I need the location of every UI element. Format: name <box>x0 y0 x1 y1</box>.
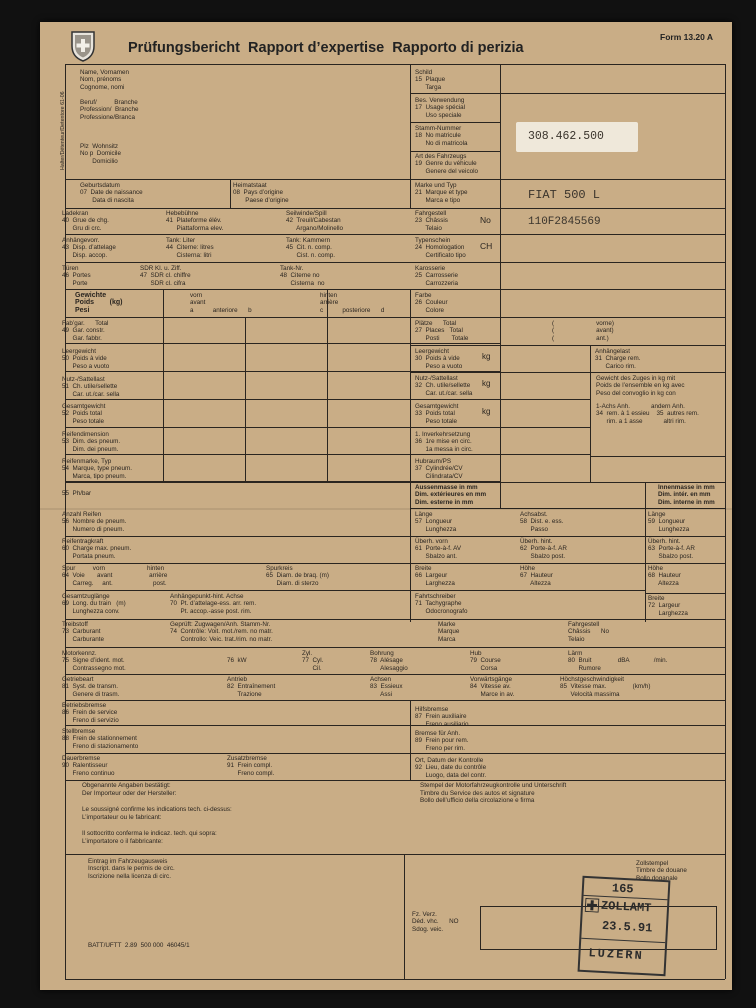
parking-brake-label: Stellbremse 88 Frein de stationnement Freno di stazionamento <box>62 728 139 750</box>
empty-weight-kg: kg <box>482 352 491 361</box>
doors-label: Türen 46 Portes Porte <box>62 265 91 287</box>
inner-overhang-label: Überh. hint. 63 Porte-à-f. AR Sbalzo post. <box>648 538 695 560</box>
name-label: Name, Vornamen Nom, prénoms Cognome, nomi <box>80 69 130 91</box>
turning-circle-label: Spurkreis 65 Diam. de braq. (m) Diam. di sterzo <box>266 565 329 587</box>
plate-label: Schild 15 Plaque Targa <box>415 69 446 91</box>
tank-chambers-label: Tank: Kammern 45 Cit. n. comp. Cist. n. comp. <box>286 237 335 259</box>
transmission-label: Getriebeart 81 Syst. de transm. Genere di trasm. <box>62 676 120 698</box>
width-label: Breite 66 Largeur Larghezza <box>415 565 455 587</box>
axles-label: Achsen 83 Essieux Assi <box>370 676 403 698</box>
tire-count-label: Anzahl Reifen 56 Nombre de pneum. Numero di pneum. <box>62 511 127 533</box>
make-type-value: FIAT 500 L <box>528 188 601 202</box>
homologation-ch: CH <box>480 241 493 251</box>
trailer-load-label: Anhängelast 31 Charge rem. Carico rim. <box>595 348 641 370</box>
auxiliary-brake-label: Hilfsbremse 87 Frein auxiliaire <box>415 706 467 721</box>
inner-height-label: Höhe 68 Hauteur Altezza <box>648 565 681 587</box>
winch-label: Seilwinde/Spill 42 Treuil/Cabestan Argano/Molinello <box>286 210 344 232</box>
holder-side-label: Halter/Détenteur/Detentore 61-06 <box>60 91 66 170</box>
form-sheet <box>40 22 732 990</box>
forward-gears-label: Vorwärtsgänge 84 Vitesse av. Marce in av. <box>470 676 515 698</box>
empty-weight-label: Leergewicht 50 Poids à vide Peso a vuoto <box>62 348 110 370</box>
make-type-label: Marke und Typ 21 Marque et type Marca e tipo <box>415 182 468 204</box>
confirmation-text: Obgenannte Angaben bestätigt: Der Importeur oder der Hersteller: Le soussigné confirme les indications tech. ci-dessus: L’importateur ou le fabricant: Il sottocritto conferma le indicaz. tech. qui sopra: L’importatore o il fabbricante: <box>82 782 232 845</box>
vehicle-kind-label: Art des Fahrzeugs 19 Genre du véhicule Genere del veicolo <box>415 153 479 175</box>
chassis-no-label: No <box>480 215 491 225</box>
make-label-2: Marke Marque Marca <box>438 621 460 643</box>
seats-label: Plätze Total 27 Places Total Posti Totale <box>415 320 469 342</box>
vehicle-directory-label: Fz. Verz. Déd. vhc. NO Sdog. veic. <box>412 911 459 933</box>
front-overhang-label: Überh. vorn 61 Porte-à-f. AV Sbalzo ant. <box>415 538 462 560</box>
inner-length-label: Länge 59 Longueur Lunghezza <box>648 511 690 533</box>
front-header: vorn avant a anteriore b <box>190 292 252 314</box>
tire-brand-label: Reifenmarke, Typ 54 Marque, type pneum. Marca, tipo pneum. <box>62 458 133 480</box>
matricule-label: Stamm-Nummer 18 No matricule No di matricola <box>415 125 468 147</box>
swiss-cross-icon <box>585 898 600 913</box>
engine-id-label: Motorkennz. 75 Signe d’ident. mot. Contrassegno mot. <box>62 650 126 672</box>
total-weight-label: Gesamtgewicht 52 Poids total Peso totale <box>62 403 106 425</box>
kw-label: 76 kW <box>227 657 247 664</box>
matricule-value: 308.462.500 <box>528 130 604 143</box>
inner-dimensions-header: Innenmasse in mm Dim. intér. en mm Dim. interne in mm <box>658 484 715 506</box>
tire-dimension-label: Reifendimension 53 Dim. des pneum. Dim. dei pneum. <box>62 431 121 453</box>
train-length-label: Gesamtzuglänge 69 Long. du train (m) Lunghezza conv. <box>62 593 126 615</box>
customs-stamp-label: Zollstempel Timbre de douane Bollo doganale <box>636 860 687 882</box>
stamp-place: LUZERN <box>588 946 645 964</box>
lift-label: Hebebühne 41 Plateforme élév. Piattaforma elev. <box>166 210 224 232</box>
first-registration-label: 1. Inverkehrsetzung 36 1re mise en circ. 1a messa in circ. <box>415 431 473 453</box>
stamp-office: ZOLLAMT <box>600 898 652 916</box>
chassis-label-2: Fahrgestell Châssis No Telaio <box>568 621 609 643</box>
total-weight-right-label: Gesamtgewicht 33 Poids total Peso totale <box>415 403 459 425</box>
displacement-label: Hubraum/PS 37 Cylindrée/CV Cilindrata/CV <box>415 458 463 480</box>
outer-dimensions-header: Aussenmasse in mm Dim. extérieures en mm Dim. esterne in mm <box>415 484 487 506</box>
manufacturer-guarantee-label: Fab’gar. Total 49 Gar. constr. Gar. fabbr. <box>62 320 109 342</box>
additional-brake-label: Zusatzbremse 91 Frein compl. Freno compl. <box>227 755 275 777</box>
rear-header: hinten arrière c posteriore d <box>320 292 385 314</box>
tire-capacity-label: Reifentragkraft 60 Charge max. pneum. Portata pneum. <box>62 538 132 560</box>
bore-label: Bohrung 78 Alésage Alesaggio <box>370 650 408 672</box>
homologation-label: Typenschein 24 Homologation Certificato tipo <box>415 237 466 259</box>
length-label: Länge 57 Longueur Lunghezza <box>415 511 457 533</box>
payload-right-label: Nutz-/Sattellast 32 Ch. utile/sellette Car. ut./car. sella <box>415 375 473 397</box>
origin-label: Heimatstaat 08 Pays d’origine Paese d’origine <box>233 182 289 204</box>
train-weight-label: Gewicht des Zuges in kg mit Poids de l’ensemble en kg avec Peso del convoglio in kg con <box>596 375 685 397</box>
checked-label: Geprüft: Zugwagen/Anh. Stamm-Nr. 74 Contrôle: Voit. mot./rem. no matr. Controllo: Veic. trat./rim. no matr. <box>170 621 273 643</box>
wheelbase-label: Achsabst. 58 Dist. e. ess. Passo <box>520 511 564 533</box>
crane-label: Ladekran 40 Grue de chg. Gru di crc. <box>62 210 109 232</box>
max-speed-label: Höchstgeschwindigkeit 85 Vitesse max. (km/h) Velocità massima <box>560 676 651 698</box>
customs-stamp <box>578 876 671 976</box>
domicile-label: Plz Wohnsitz No p Domicile Domicilio <box>80 143 121 165</box>
weights-header: Gewichte Poids (kg) Pesi <box>75 292 123 314</box>
body-label: Karosserie 25 Carrosserie Carrozzeria <box>415 265 459 287</box>
coupling-point-label: Anhängepunkt-hint. Achse 70 Pt. d’attelage-ess. arr. rem. Pt. accop.-asse post. rim. <box>170 593 257 615</box>
service-brake-label: Betriebsbremse 86 Frein de service Freno di servizio <box>62 702 119 724</box>
tire-pressure-label: 55 Ph/bar <box>62 490 92 497</box>
rear-overhang-label: Überh. hint. 62 Porte-à-f. AR Sbalzo post. <box>520 538 567 560</box>
empty-weight-right-label: Leergewicht 30 Poids à vide Peso a vuoto <box>415 348 463 370</box>
stroke-label: Hub 79 Course Corsa <box>470 650 501 672</box>
coupling-label: Anhängevorr. 43 Disp. d’attelage Disp. accop. <box>62 237 116 259</box>
color-label: Farbe 26 Couleur Colore <box>415 292 448 314</box>
inner-width-label: Breite 72 Largeur Larghezza <box>648 595 688 617</box>
total-weight-kg: kg <box>482 407 491 416</box>
chassis-value: 110F2845569 <box>528 216 601 228</box>
payload-label: Nutz-/Sattellast 51 Ch. utile/sellette Car. ut./car. sella <box>62 376 120 398</box>
height-label: Höhe 67 Hauteur Altezza <box>520 565 553 587</box>
stamp-date: 23.5.91 <box>601 918 653 936</box>
trailer-brake-label: Bremse für Anh. 89 Frein pour rem. Freno per rim. <box>415 730 469 752</box>
stamp-number: 165 <box>611 881 634 897</box>
payload-kg: kg <box>482 379 491 388</box>
tank-liter-label: Tank: Liter 44 Citerne: litres Cisterna: litri <box>166 237 214 259</box>
tank-number-label: Tank-Nr. 48 Citerne no Cisterna no <box>280 265 325 287</box>
page-title: Prüfungsbericht Rapport d’expertise Rapporto di perizia <box>128 40 524 56</box>
track-label: Spur vorn hinten 64 Voie avant arrière Carreg. ant. post. <box>62 565 168 587</box>
tachograph-label: Fahrtschreiber 71 Tachygraphe Odocronografo <box>415 593 468 615</box>
drive-label: Antrieb 82 Entraînement Trazione <box>227 676 276 698</box>
profession-label: Beruf/ Branche Profession/ Branche Professione/Branca <box>80 99 139 121</box>
sdr-label: SDR Kl. u. Ziff. 47 SDR cl. chiffre SDR cl. cifra <box>140 265 191 287</box>
fuel-label: Treibstoff 73 Carburant Carburante <box>62 621 104 643</box>
paper-fold <box>40 508 732 510</box>
stamp-signature-text: Stempel der Motorfahrzeugkontrolle und Unterschrift Timbre du Service des autos et signature Bollo dell’ufficio della circolazione e firma <box>420 782 567 805</box>
form-number: Form 13.20 A <box>660 32 714 42</box>
cylinders-label: Zyl. 77 Cyl. Cil. <box>302 650 324 672</box>
chassis-label: Fahrgestell 23 Châssis Telaio <box>415 210 448 232</box>
seats-front-label: ( vorne) ( avant) ( ant.) <box>552 320 614 342</box>
swiss-crest-icon <box>70 30 96 62</box>
birthdate-label: Geburtsdatum 07 Date de naissance Data di nascita <box>80 182 143 204</box>
inspection-place-label: Ort, Datum der Kontrolle 92 Lieu, date du contrôle Luogo, data del contr. <box>415 757 487 779</box>
print-reference: BATT/UFTT 2.89 500 000 46045/1 <box>88 942 190 949</box>
retarder-label: Dauerbremse 90 Ralentisseur Freno continuo <box>62 755 115 777</box>
special-use-label: Bes. Verwendung 17 Usage spécial Uso speciale <box>415 97 466 119</box>
axle-trailer-label: 1-Achs Anh. andern Anh. 34 rem. à 1 essieu 35 autres rem. rim. a 1 asse altri rim. <box>596 403 699 425</box>
noise-label: Lärm 80 Bruit dBA /min. Rumore <box>568 650 668 672</box>
registration-entry-label: Eintrag im Fahrzeugausweis Inscript. dans le permis de circ. Iscrizione nella licenza di circ. <box>88 858 175 880</box>
